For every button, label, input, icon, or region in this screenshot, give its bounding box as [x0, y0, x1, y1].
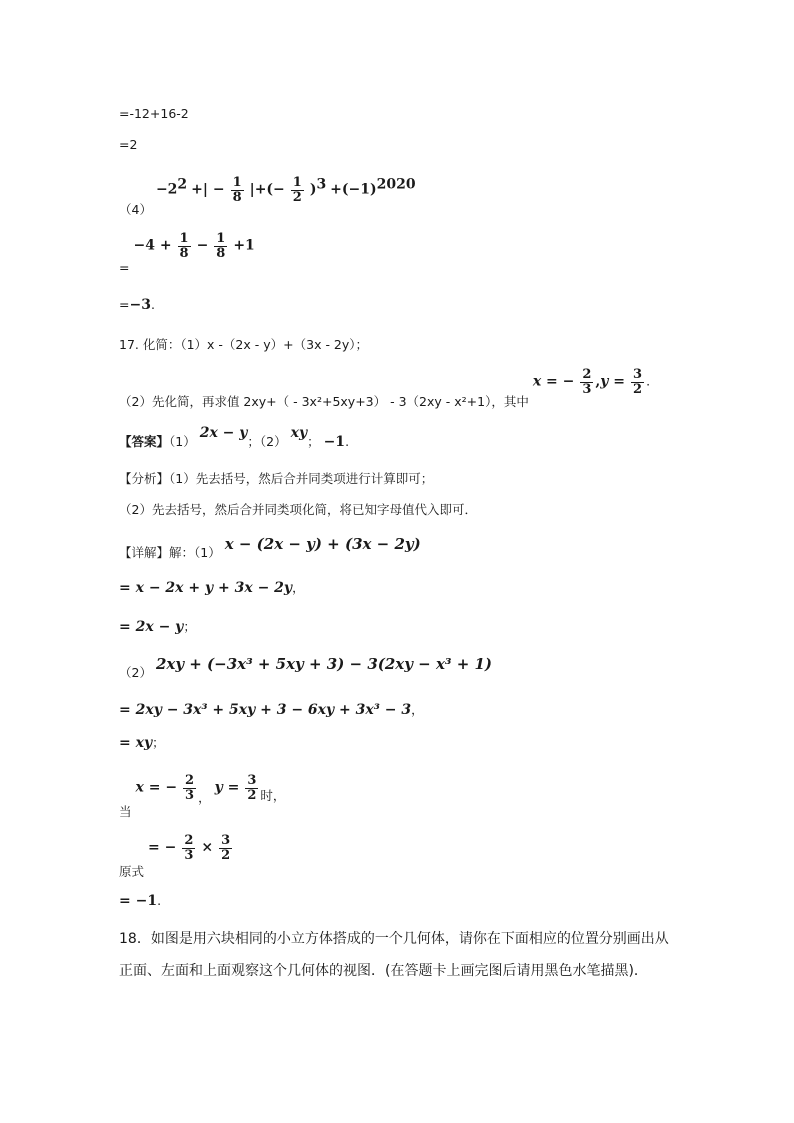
math-term: x − (2x − y) + (3x − 2y)	[224, 535, 421, 553]
punct: ，	[411, 702, 424, 717]
step-line: =2	[119, 137, 138, 152]
equals: =	[119, 297, 130, 312]
equals: =	[119, 259, 130, 275]
step-line	[119, 733, 165, 751]
math-term: xy	[290, 425, 308, 441]
step-line	[119, 297, 155, 313]
step-line	[119, 617, 196, 635]
step-line	[119, 893, 161, 909]
math-term: +| −	[191, 181, 225, 198]
math-term: y =	[600, 373, 626, 390]
fraction: $\frac{1}{8}$	[179, 231, 189, 261]
question-18: 正面、左面和上面观察这个几何体的视图．(在答题卡上画完图后请用黑色水笔描黑)．	[119, 963, 648, 979]
math-term: 2xy + (−3x³ + 5xy + 3) − 3(2xy − x³ + 1)	[155, 655, 493, 673]
analysis-line: 【分析】（1）先去括号，然后合并同类项进行计算即可；	[119, 471, 434, 486]
step-line: =-12+16-2	[119, 106, 189, 121]
answer-label: 【答案】	[119, 434, 170, 449]
period: .	[646, 373, 651, 389]
math-term: = 2x − y	[119, 619, 184, 635]
problem-label: （2）	[119, 665, 152, 680]
math-term: |+(−	[249, 181, 285, 198]
exponent: 2020	[376, 176, 416, 193]
fraction: $\frac{3}{2}$	[633, 367, 643, 397]
punct: ；	[183, 619, 196, 634]
when-label: 当	[119, 803, 132, 819]
math-term: = −1	[119, 893, 158, 909]
math-term: = x − 2x + y + 3x − 2y	[119, 580, 293, 596]
problem-4	[119, 175, 416, 217]
math-term: = 2xy − 3x³ + 5xy + 3 − 6xy + 3x³ − 3	[119, 702, 412, 718]
fraction: $\frac{3}{2}$	[221, 833, 231, 863]
analysis-line: （2）先去括号，然后合并同类项化简，将已知字母值代入即可．	[119, 502, 477, 517]
exponent: 2	[177, 176, 188, 193]
math-term: −2	[155, 181, 178, 198]
period: .	[150, 297, 155, 312]
answer-text: ；	[307, 434, 320, 449]
step-line	[119, 231, 255, 275]
fraction: $\frac{2}{3}$	[184, 833, 194, 863]
question-text: （2）先化简，再求值 2xy+（ - 3x²+5xy+3） - 3（2xy - x²+1），其中	[119, 393, 529, 409]
math-term: −4 +	[133, 237, 172, 254]
original-expression-line	[119, 833, 234, 879]
substitution-line	[119, 773, 286, 819]
math-term: −3	[129, 297, 151, 313]
detail-line	[119, 655, 493, 680]
math-term: 2x − y	[199, 425, 248, 441]
math-term: = xy	[119, 735, 153, 751]
question-18: 18．如图是用六块相同的小立方体搭成的一个几何体，请你在下面相应的位置分别画出从	[119, 931, 669, 947]
detail-line	[119, 535, 421, 560]
punct: ；	[152, 735, 165, 750]
step-line	[119, 578, 305, 596]
when-end: 时，	[260, 787, 286, 803]
period: .	[157, 893, 162, 908]
punct: ，	[198, 789, 211, 805]
math-term: −	[196, 237, 209, 254]
math-term: x = −	[135, 779, 178, 796]
math-term: )	[309, 181, 317, 198]
question-17: 17. 化简：（1）x -（2x - y）+（3x - 2y）；	[119, 337, 369, 352]
math-term: +1	[233, 237, 255, 254]
step-line	[119, 700, 424, 718]
math-term: = −	[148, 839, 177, 856]
answer-line	[119, 425, 350, 450]
fraction: $\frac{2}{3}$	[582, 367, 592, 397]
math-term: y =	[214, 779, 240, 796]
fraction: $\frac{2}{3}$	[185, 773, 195, 803]
fraction: $\frac{1}{8}$	[232, 175, 242, 205]
fraction: $\frac{1}{2}$	[292, 175, 302, 205]
period: .	[345, 434, 350, 449]
math-term: +(−1)	[330, 181, 377, 198]
fraction: $\frac{1}{8}$	[216, 231, 226, 261]
original-label: 原式	[119, 863, 145, 879]
math-term: −1	[323, 434, 346, 450]
fraction: $\frac{3}{2}$	[247, 773, 257, 803]
answer-text: ；（2）	[247, 434, 287, 449]
math-term: ×	[201, 839, 214, 856]
exponent: 3	[316, 176, 327, 193]
question-17-part-2	[119, 367, 651, 409]
math-term: ,	[595, 373, 601, 390]
punct: ，	[292, 580, 305, 595]
problem-label: （4）	[119, 201, 152, 217]
answer-text: （1）	[169, 434, 196, 449]
detail-label: 【详解】解：（1）	[119, 545, 221, 560]
math-term: x = −	[532, 373, 575, 390]
